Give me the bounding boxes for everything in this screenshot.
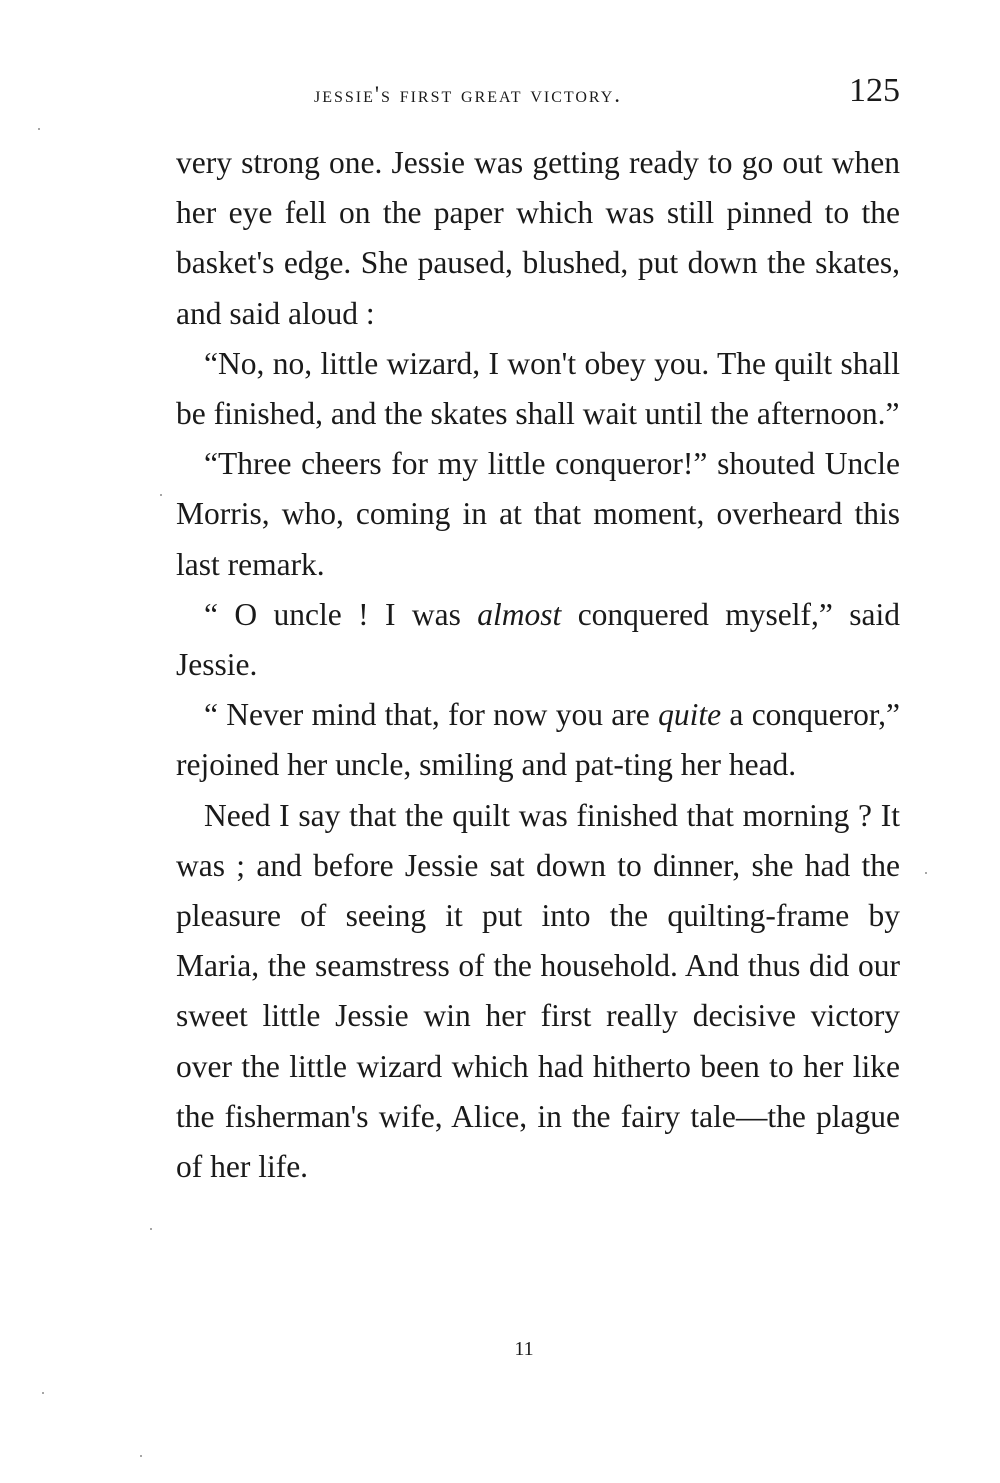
paragraph: [176, 690, 900, 790]
paragraph: [176, 791, 900, 1193]
paragraph-text: conquered myself,” said Jessie.: [176, 596, 900, 683]
paragraph-text: very strong one. Jessie was getting ready to go out when her eye fell on the paper which was still pinned to the basket's edge. She paused, blushed, put down the skates, and said aloud :: [176, 145, 900, 331]
paragraph-text: “Three cheers for my little conqueror!” shouted Uncle Morris, who, coming in at that moment, overheard this last remark.: [176, 446, 900, 582]
scan-speck: [925, 872, 927, 874]
scan-speck: [150, 1228, 152, 1230]
paragraph-text: Need I say that the quilt was finished that morning ? It was ; and before Jessie sat down to dinner, she had the pleasure of seeing it put into the quilting-frame by Maria, the seamstress of the household. And thus did our sweet little Jessie win her first really decisive victory over the little wizard which had hitherto been to her like the fisherman's wife, Alice, in the fairy tale—the plague of her life.: [176, 797, 900, 1185]
paragraph: [176, 590, 900, 690]
paragraph: [176, 339, 900, 439]
paragraph-text: “ Never mind that, for now you are: [204, 697, 659, 733]
signature-mark: 11: [514, 1338, 534, 1360]
running-head: [176, 68, 900, 118]
scan-speck: [160, 494, 162, 496]
page-number: 125: [849, 72, 900, 109]
paragraph-text: “ O uncle ! I was: [204, 596, 478, 632]
paragraph: [176, 138, 900, 339]
paragraph-text: a conqueror,” rejoined her uncle, smiling and pat-ting her head.: [176, 697, 900, 783]
emphasis-text: almost: [477, 596, 562, 632]
paragraph: [176, 439, 900, 590]
scan-speck: [42, 1392, 44, 1394]
scan-speck: [140, 1455, 142, 1457]
paragraph-text: “No, no, little wizard, I won't obey you. The quilt shall be finished, and the skates shall wait until the afternoon.”: [176, 345, 900, 432]
running-title: jessie's first great victory.: [314, 82, 623, 107]
body-text: [176, 138, 900, 1192]
scan-speck: [38, 128, 40, 130]
emphasis-text: quite: [658, 697, 722, 733]
